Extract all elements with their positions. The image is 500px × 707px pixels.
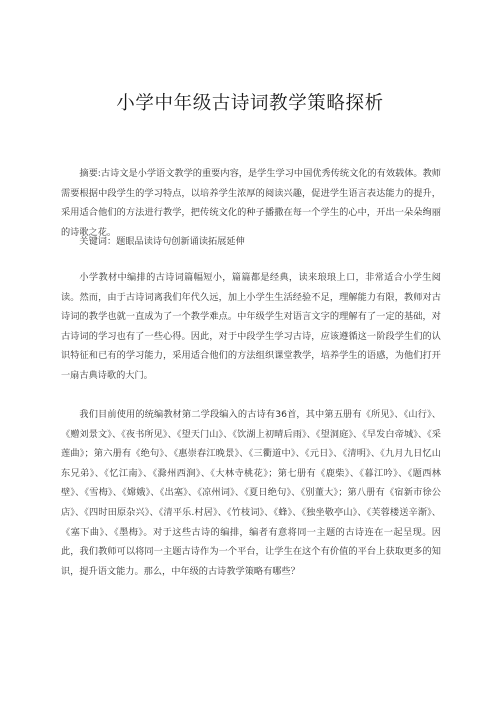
keywords-label: 关键词： [79, 236, 117, 247]
abstract-paragraph [61, 164, 441, 242]
abstract-label: 摘要: [79, 168, 101, 179]
keywords-text: 题眼品读诗句创新诵读拓展延伸 [116, 236, 245, 247]
document-title: 小学中年级古诗词教学策略探析 [116, 93, 384, 114]
body-paragraph-1: 小学教材中编排的古诗词篇幅短小，篇篇都是经典，读来琅琅上口，非常适合小学生阅读。然而，由于古诗词离我们年代久远，加上小学生生活经验不足，理解能力有限，教师对古诗词的教学也就一直成为了一个教学难点。中年级学生对语言文字的理解有了一定的基础，对古诗词的学习也有了一些心得。因此，对于中段学生学习古诗，应该遵循这一阶段学生们的认识特征和已有的学习能力，采用适合他们的方法组织课堂教学，培养学生的语感，为他们打开一扇古典诗歌的大门。 [61, 272, 441, 381]
keywords-paragraph [61, 232, 441, 252]
abstract-text: 古诗文是小学语文教学的重要内容，是学生学习中国优秀传统文化的有效载体。教师需要根据中段学生的学习特点，以培养学生浓厚的阅读兴趣，促进学生语言表达能力的提升，采用适合他们的方法进行教学，把传统文化的种子播撒在每一个学生的心中，开出一朵朵绚丽的诗歌之花。 [61, 168, 441, 238]
body-paragraph-2: 我们目前使用的统编教材第二学段编入的古诗有36首，其中第五册有《所见》、《山行》、《赠刘景文》、《夜书所见》、《望天门山》、《饮湖上初晴后雨》、《望洞庭》、《早发白帝城》、《采莲曲》；第六册有《绝句》、《惠崇春江晚景》、《三衢道中》、《元日》、《清明》、《九月九日忆山东兄弟》、《忆江南》、《滁州西涧》、《大林寺桃花》；第七册有《鹿柴》、《暮江吟》、《题西林壁》、《雪梅》、《嫦娥》、《出塞》、《凉州词》、《夏日绝句》、《别董大》；第八册有《宿新市徐公店》、《四时田原杂兴》、《清平乐.村居》、《竹枝词》、《蜂》、《独坐敬亭山》、《芙蓉楼送辛渐》、《塞下曲》、《墨梅》。对于这些古诗的编排，编者有意将同一主题的古诗连在一起呈现。因此，我们教师可以将同一主题古诗作为一个平台，让学生在这个有价值的平台上获取更多的知识，提升语文能力。那么，中年级的古诗教学策略有哪些？ [61, 409, 441, 577]
